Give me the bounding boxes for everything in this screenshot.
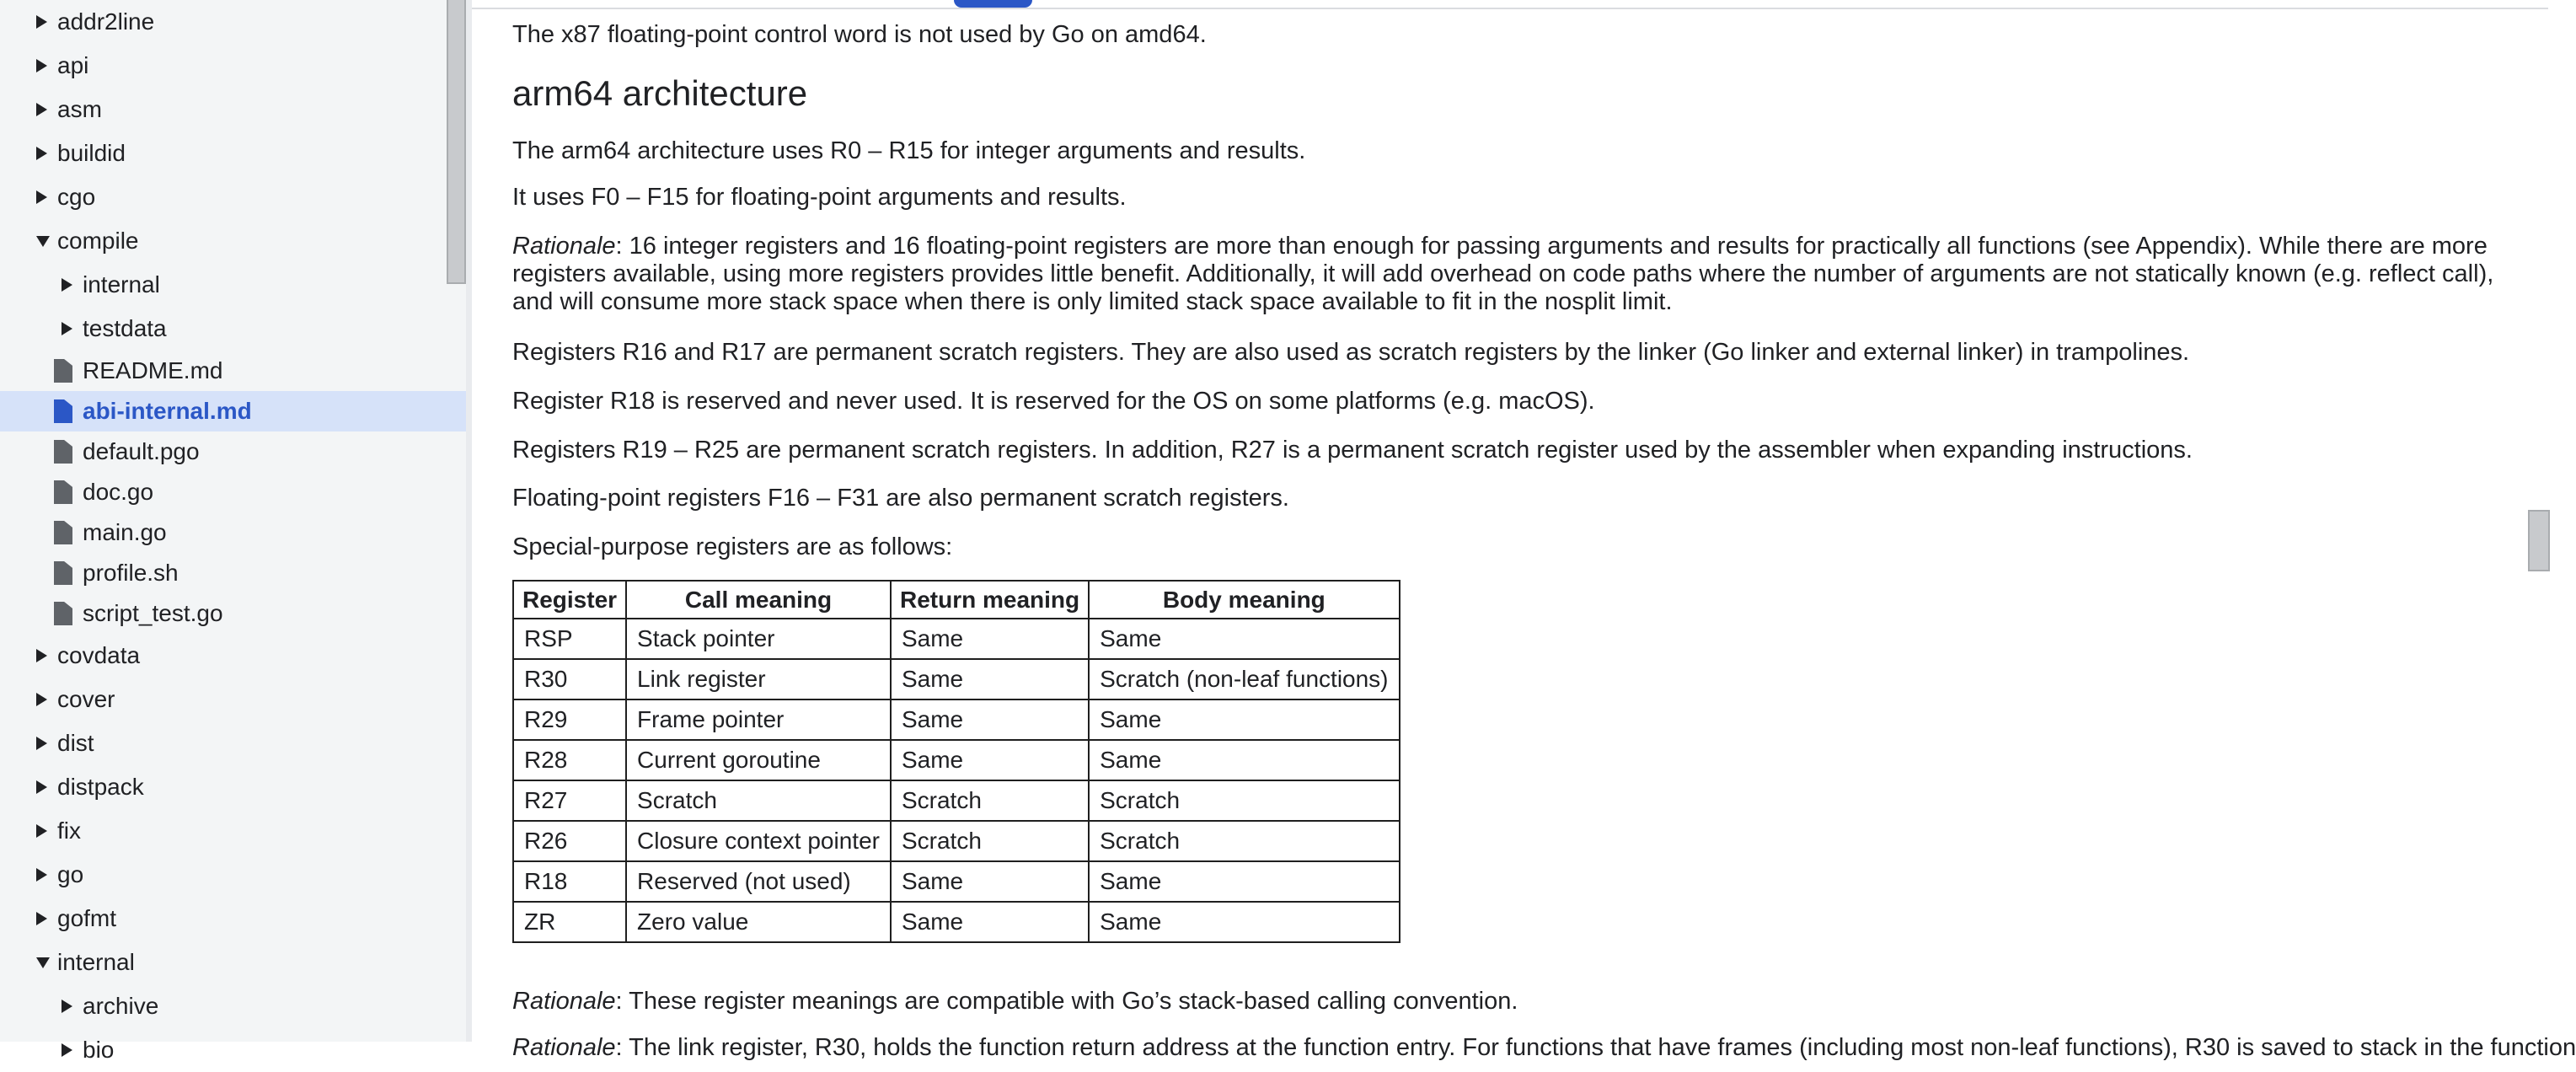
tree-item-buildid[interactable]	[0, 131, 476, 175]
file-icon	[54, 359, 72, 383]
tree-item-label: covdata	[57, 642, 141, 668]
table-cell-return-meaning: Same	[891, 659, 1089, 699]
table-cell-return-meaning: Same	[891, 619, 1089, 659]
table-header-row	[513, 581, 1400, 619]
chevron-right-icon[interactable]	[36, 55, 50, 77]
chevron-right-icon[interactable]	[62, 995, 75, 1017]
chevron-right-icon[interactable]	[36, 864, 50, 886]
chevron-down-icon[interactable]	[36, 951, 50, 973]
tree-item-label: asm	[57, 96, 102, 122]
tree-item-cover[interactable]	[0, 678, 476, 721]
table-cell-register: R28	[513, 740, 626, 780]
tree-item-bio[interactable]	[0, 1028, 501, 1072]
chevron-right-icon[interactable]	[36, 776, 50, 798]
sidebar-divider	[466, 0, 472, 1042]
table-body	[513, 619, 1400, 942]
tree-item-label: buildid	[57, 140, 126, 166]
tree-item-label: doc.go	[83, 479, 154, 505]
paragraph-x87: The x87 floating-point control word is not used by Go on amd64.	[512, 21, 1207, 48]
chevron-right-icon[interactable]	[36, 11, 50, 33]
tree-item-label: bio	[83, 1037, 115, 1063]
paragraph-r16-r17: Registers R16 and R17 are permanent scratch registers. They are also used as scratch registers by the linker (Go linker and external linker) in trampolines.	[512, 339, 2190, 366]
table-cell-body-meaning: Same	[1089, 861, 1399, 902]
tree-item-compile[interactable]	[0, 219, 476, 263]
table-row	[513, 699, 1400, 740]
tree-item-label: testdata	[83, 315, 167, 341]
table-cell-body-meaning: Scratch	[1089, 821, 1399, 861]
tree-item-label: addr2line	[57, 8, 155, 35]
tree-item-dist[interactable]	[0, 721, 476, 765]
table-row	[513, 780, 1400, 821]
chevron-right-icon[interactable]	[62, 318, 75, 340]
table-row	[513, 821, 1400, 861]
chevron-right-icon[interactable]	[36, 186, 50, 208]
paragraph-rationale-link-register-clipped: Rationale: The link register, R30, holds the function return address at the function entry. For functions that have frames (including most non-leaf functions), R30 is saved to stack in the function	[512, 1034, 2576, 1061]
table-cell-return-meaning: Same	[891, 699, 1089, 740]
paragraph-float-args: It uses F0 – F15 for floating-point arguments and results.	[512, 184, 1127, 211]
sidebar-scrollbar-thumb[interactable]	[447, 0, 466, 284]
tree-item-internal[interactable]	[0, 941, 476, 984]
tree-item-default.pgo[interactable]	[0, 431, 494, 472]
partially-visible-blue-tab[interactable]	[954, 0, 1032, 8]
tree-item-label: go	[57, 861, 84, 887]
chevron-right-icon[interactable]	[36, 99, 50, 121]
main-scrollbar-thumb[interactable]	[2528, 510, 2550, 571]
tree-item-label: api	[57, 52, 89, 78]
tree-item-label: default.pgo	[83, 438, 200, 464]
tree-item-cgo[interactable]	[0, 175, 476, 219]
rationale-lead: Rationale	[512, 1034, 616, 1061]
chevron-down-icon[interactable]	[36, 230, 50, 252]
tree-item-doc.go[interactable]	[0, 472, 494, 512]
chevron-right-icon[interactable]	[62, 274, 75, 296]
paragraph-rationale-stack: Rationale: These register meanings are compatible with Go’s stack-based calling convention.	[512, 988, 1518, 1015]
file-icon	[54, 602, 72, 625]
table-cell-register: R27	[513, 780, 626, 821]
paragraph-r18: Register R18 is reserved and never used. It is reserved for the OS on some platforms (e.g. macOS).	[512, 388, 1595, 415]
table-cell-call-meaning: Current goroutine	[626, 740, 891, 780]
table-cell-call-meaning: Reserved (not used)	[626, 861, 891, 902]
tree-item-distpack[interactable]	[0, 765, 476, 809]
table-cell-call-meaning: Closure context pointer	[626, 821, 891, 861]
main-content	[472, 0, 2576, 1061]
table-cell-body-meaning: Same	[1089, 619, 1399, 659]
table-cell-return-meaning: Same	[891, 902, 1089, 942]
tree-item-label: README.md	[83, 357, 223, 383]
chevron-right-icon[interactable]	[36, 732, 50, 754]
table-cell-call-meaning: Link register	[626, 659, 891, 699]
tree-item-profile.sh[interactable]	[0, 553, 494, 593]
table-row	[513, 902, 1400, 942]
table-row	[513, 740, 1400, 780]
tree-item-label: main.go	[83, 519, 167, 545]
section-heading: arm64 architecture	[512, 73, 808, 113]
tree-item-label: script_test.go	[83, 600, 223, 626]
paragraph-f16-f31: Floating-point registers F16 – F31 are also permanent scratch registers.	[512, 485, 1289, 512]
table-cell-return-meaning: Scratch	[891, 780, 1089, 821]
table-cell-call-meaning: Zero value	[626, 902, 891, 942]
file-icon	[54, 521, 72, 544]
chevron-right-icon[interactable]	[36, 908, 50, 930]
table-header-body-meaning: Body meaning	[1089, 581, 1399, 619]
table-cell-register: ZR	[513, 902, 626, 942]
chevron-right-icon[interactable]	[62, 1039, 75, 1061]
table-cell-call-meaning: Frame pointer	[626, 699, 891, 740]
file-icon	[54, 561, 72, 585]
tree-item-script_test.go[interactable]	[0, 593, 494, 634]
chevron-right-icon[interactable]	[36, 645, 50, 667]
table-header-call-meaning: Call meaning	[626, 581, 891, 619]
tree-item-README.md[interactable]	[0, 351, 494, 391]
tree-item-abi-internal.md[interactable]	[0, 391, 494, 431]
table-cell-register: R29	[513, 699, 626, 740]
tree-item-label: abi-internal.md	[83, 398, 252, 424]
content-top-border	[472, 8, 2548, 9]
tree-item-label: cgo	[57, 184, 96, 210]
table-cell-return-meaning: Scratch	[891, 821, 1089, 861]
tree-item-label: archive	[83, 993, 159, 1019]
table-row	[513, 861, 1400, 902]
table-cell-body-meaning: Same	[1089, 740, 1399, 780]
registers-table	[512, 580, 1400, 943]
tree-item-label: profile.sh	[83, 560, 179, 586]
tree-item-covdata[interactable]	[0, 634, 476, 678]
file-icon	[54, 480, 72, 504]
tree-item-label: internal	[83, 271, 160, 297]
table-cell-return-meaning: Same	[891, 861, 1089, 902]
table-header-return-meaning: Return meaning	[891, 581, 1089, 619]
table-header-register: Register	[513, 581, 626, 619]
file-icon	[54, 440, 72, 464]
file-icon	[54, 399, 72, 423]
file-tree	[0, 0, 466, 1072]
tree-item-api[interactable]	[0, 44, 476, 88]
table-cell-register: R30	[513, 659, 626, 699]
rationale-lead: Rationale	[512, 233, 616, 260]
tree-item-archive[interactable]	[0, 984, 501, 1028]
tree-item-label: dist	[57, 730, 94, 756]
rationale-lead: Rationale	[512, 988, 616, 1015]
tree-item-label: fix	[57, 817, 81, 844]
table-cell-body-meaning: Scratch	[1089, 780, 1399, 821]
table-cell-register: RSP	[513, 619, 626, 659]
tree-item-asm[interactable]	[0, 88, 476, 131]
table-cell-register: R18	[513, 861, 626, 902]
tree-item-addr2line[interactable]	[0, 0, 476, 44]
table-cell-call-meaning: Stack pointer	[626, 619, 891, 659]
paragraph-integer-args: The arm64 architecture uses R0 – R15 for integer arguments and results.	[512, 137, 1306, 164]
tree-item-label: cover	[57, 686, 115, 712]
paragraph-r19-r25: Registers R19 – R25 are permanent scratch registers. In addition, R27 is a permanent scratch register used by the assembler when expanding instructions.	[512, 437, 2193, 464]
table-row	[513, 659, 1400, 699]
table-cell-body-meaning: Scratch (non-leaf functions)	[1089, 659, 1399, 699]
tree-item-label: gofmt	[57, 905, 117, 931]
table-cell-body-meaning: Same	[1089, 902, 1399, 942]
table-cell-body-meaning: Same	[1089, 699, 1399, 740]
tree-item-testdata[interactable]	[0, 307, 501, 351]
table-row	[513, 619, 1400, 659]
tree-item-label: internal	[57, 949, 135, 975]
tree-item-go[interactable]	[0, 853, 476, 897]
chevron-right-icon[interactable]	[36, 689, 50, 710]
tree-item-internal[interactable]	[0, 263, 501, 307]
tree-item-fix[interactable]	[0, 809, 476, 853]
tree-item-main.go[interactable]	[0, 512, 494, 553]
sidebar	[0, 0, 466, 1063]
chevron-right-icon[interactable]	[36, 142, 50, 164]
table-cell-call-meaning: Scratch	[626, 780, 891, 821]
tree-item-gofmt[interactable]	[0, 897, 476, 941]
chevron-right-icon[interactable]	[36, 820, 50, 842]
tree-item-label: compile	[57, 228, 139, 254]
table-cell-register: R26	[513, 821, 626, 861]
paragraph-special-purpose: Special-purpose registers are as follows:	[512, 533, 953, 560]
table-cell-return-meaning: Same	[891, 740, 1089, 780]
paragraph-rationale-registers: Rationale: 16 integer registers and 16 floating-point registers are more than enough for passing arguments and results for practically all functions (see Appendix). While there are more registers available, using more registers provides little benefit. Additionally, it will add overhead on code paths where the number of arguments are not statically known (e.g. reflect call), and will consume more stack space when there is only limited stack space available to fit in the nosplit limit.	[512, 233, 2494, 315]
tree-item-label: distpack	[57, 774, 144, 800]
